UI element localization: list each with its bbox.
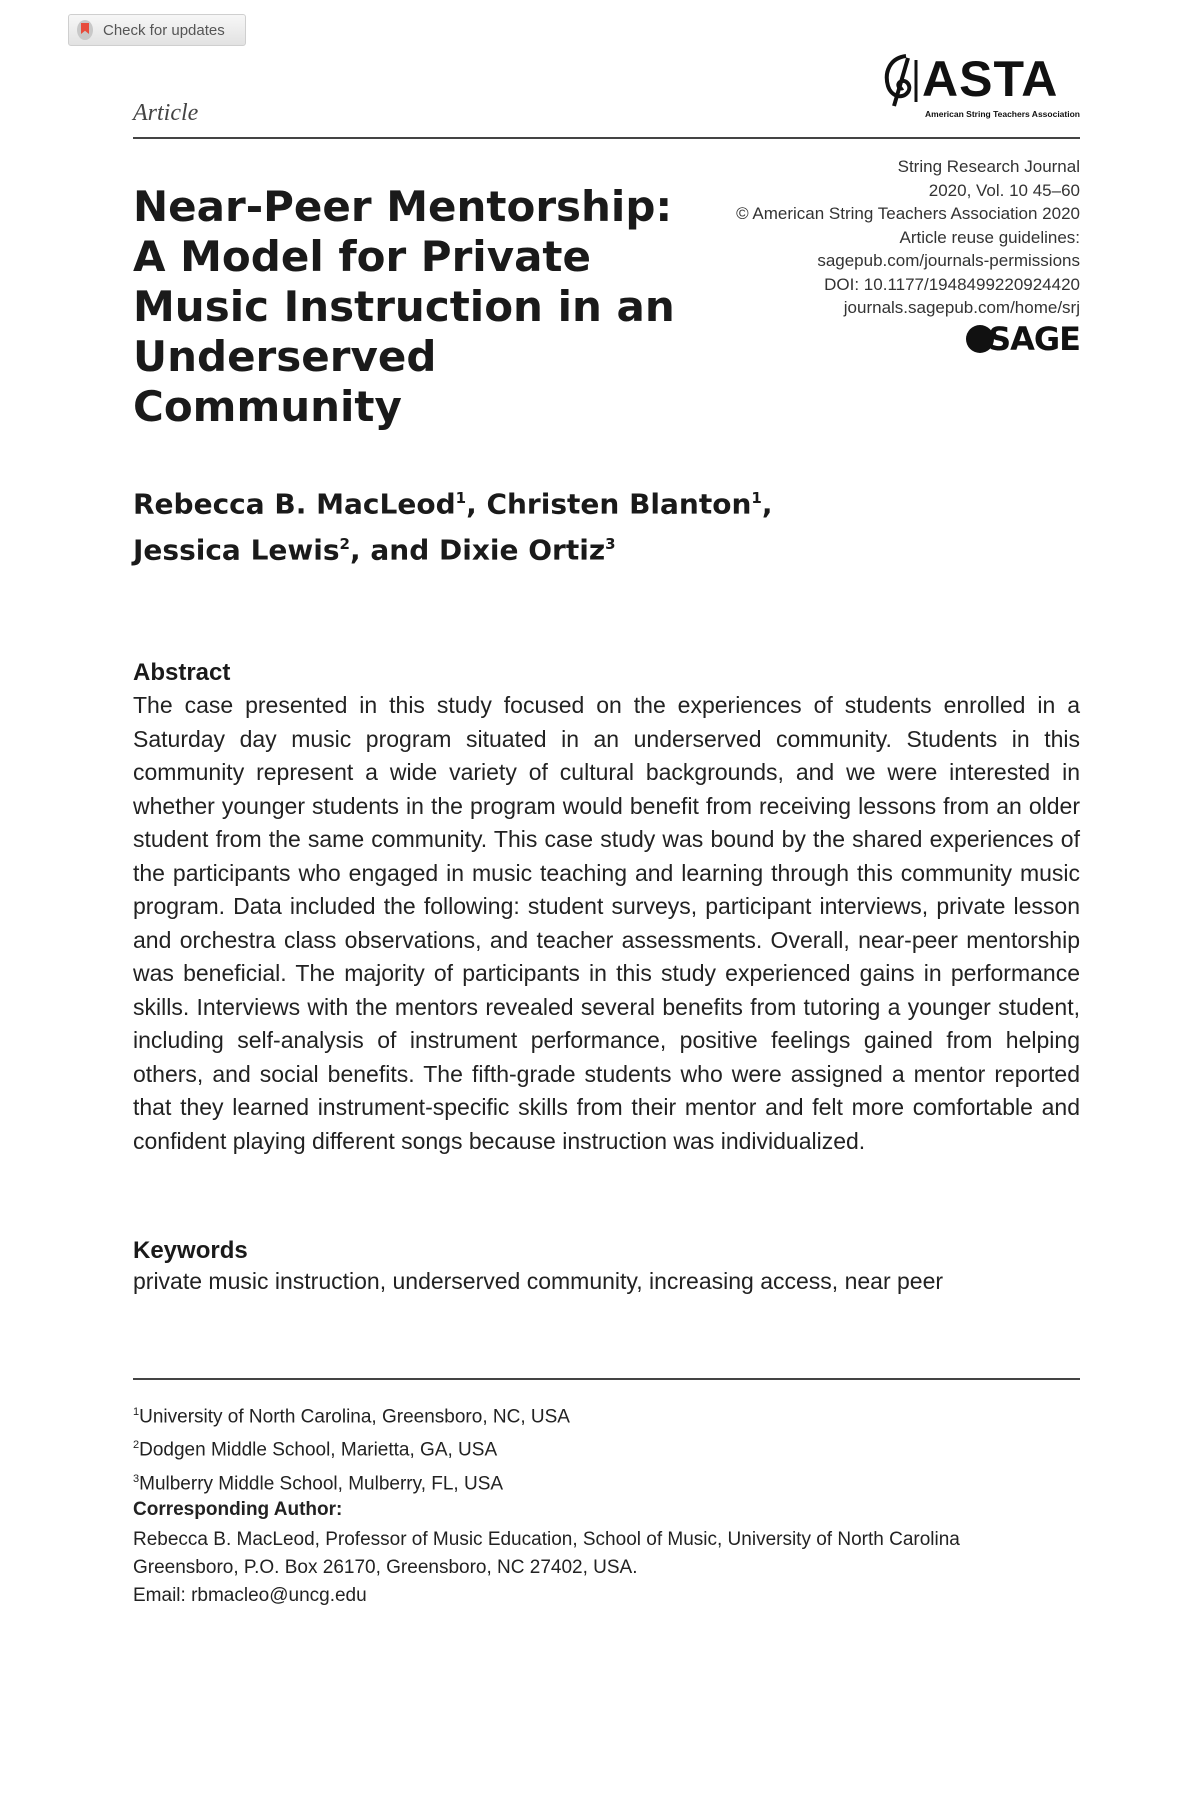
affiliation-text: University of North Carolina, Greensboro, NC, USA xyxy=(139,1406,570,1428)
asta-subtitle: American String Teachers Association xyxy=(925,109,1080,119)
journal-meta-line: String Research Journal xyxy=(897,157,1080,176)
author-name: Dixie Ortiz xyxy=(439,533,606,567)
author-separator: , and xyxy=(349,533,439,567)
author-affiliation-marker: 2 xyxy=(339,535,350,554)
journal-meta-line: DOI: 10.1177/1948499220924420 xyxy=(824,274,1080,294)
author-separator: , xyxy=(466,487,487,521)
author-name: Christen Blanton xyxy=(486,487,752,521)
affiliation-marker: 1 xyxy=(133,1406,140,1418)
check-for-updates-label: Check for updates xyxy=(103,21,225,39)
sage-logo xyxy=(966,320,1080,358)
corresponding-author-heading: Corresponding Author: xyxy=(133,1499,343,1520)
bookmark-icon xyxy=(77,20,93,40)
affiliation-line xyxy=(133,1398,570,1431)
asta-logo xyxy=(878,52,1080,122)
sage-wordmark: SAGE xyxy=(988,320,1080,358)
footnote-divider xyxy=(133,1378,1080,1380)
author-name: Jessica Lewis xyxy=(133,533,340,567)
affiliation-line xyxy=(133,1465,570,1498)
corresponding-author-line: Rebecca B. MacLeod, Professor of Music Education, School of Music, University of North Carolina xyxy=(133,1529,960,1550)
paper-title: Near-Peer Mentorship: A Model for Private Music Instruction in an Underserved Community xyxy=(133,182,675,431)
asta-wordmark: ASTA xyxy=(922,51,1059,107)
keywords-heading: Keywords xyxy=(133,1237,248,1264)
article-type-label: Article xyxy=(133,100,199,126)
journal-meta-line: 2020, Vol. 10 45–60 xyxy=(928,180,1080,200)
journal-meta-line: journals.sagepub.com/home/srj xyxy=(843,298,1080,317)
affiliation-text: Dodgen Middle School, Marietta, GA, USA xyxy=(139,1439,498,1461)
affiliation-marker: 3 xyxy=(133,1472,140,1485)
author-affiliation-marker: 1 xyxy=(751,489,762,507)
journal-meta-line: © American String Teachers Association 2020 xyxy=(736,204,1080,223)
journal-meta-line: sagepub.com/journals-permissions xyxy=(817,251,1080,270)
affiliations xyxy=(133,1398,570,1498)
abstract-text: The case presented in this study focused on the experiences of students enrolled in a Saturday day music program situated in an underserved community. Students in this community represent a wide variety of cultural backgrounds, and we were interested in whether younger students in the program would benefit from receiving lessons from an older student from the same community. This case study was bound by the shared experiences of the participants who engaged in music teaching and learning through this community music program. Data included the following: student surveys, participant interviews, private lesson and orchestra class observations, and teacher assessments. Overall, near-peer mentorship was beneficial. The majority of participants in this study experienced gains in performance skills. Interviews with the mentors revealed several benefits from tutoring a younger student, including self-analysis of instrument performance, positive feelings gained from helping others, and social benefits. The fifth-grade students who were assigned a mentor reported that they learned instrument-specific skills from their mentor and felt more comfortable and confident playing different songs because instruction was individualized. xyxy=(133,692,1080,1154)
corresponding-author-line: Greensboro, P.O. Box 26170, Greensboro, NC 27402, USA. xyxy=(133,1557,638,1578)
author-name: Rebecca B. MacLeod xyxy=(133,487,456,521)
corresponding-author-line: Email: rbmacleo@uncg.edu xyxy=(133,1585,367,1606)
affiliation-line xyxy=(133,1431,570,1464)
author-affiliation-marker: 1 xyxy=(455,489,467,507)
journal-meta-line: Article reuse guidelines: xyxy=(899,227,1080,247)
corresponding-author-details xyxy=(133,1526,1033,1610)
keywords-text: private music instruction, underserved community, increasing access, near peer xyxy=(133,1268,944,1294)
author-list xyxy=(133,478,893,571)
author-separator: , xyxy=(761,487,773,521)
abstract-heading: Abstract xyxy=(133,659,231,686)
header-divider xyxy=(133,137,1080,139)
author-affiliation-marker: 3 xyxy=(605,535,616,554)
check-for-updates-button[interactable] xyxy=(68,14,246,46)
affiliation-text: Mulberry Middle School, Mulberry, FL, USA xyxy=(139,1472,504,1494)
journal-meta xyxy=(736,155,1080,320)
violin-scroll-icon xyxy=(878,52,922,108)
affiliation-marker: 2 xyxy=(133,1439,140,1452)
